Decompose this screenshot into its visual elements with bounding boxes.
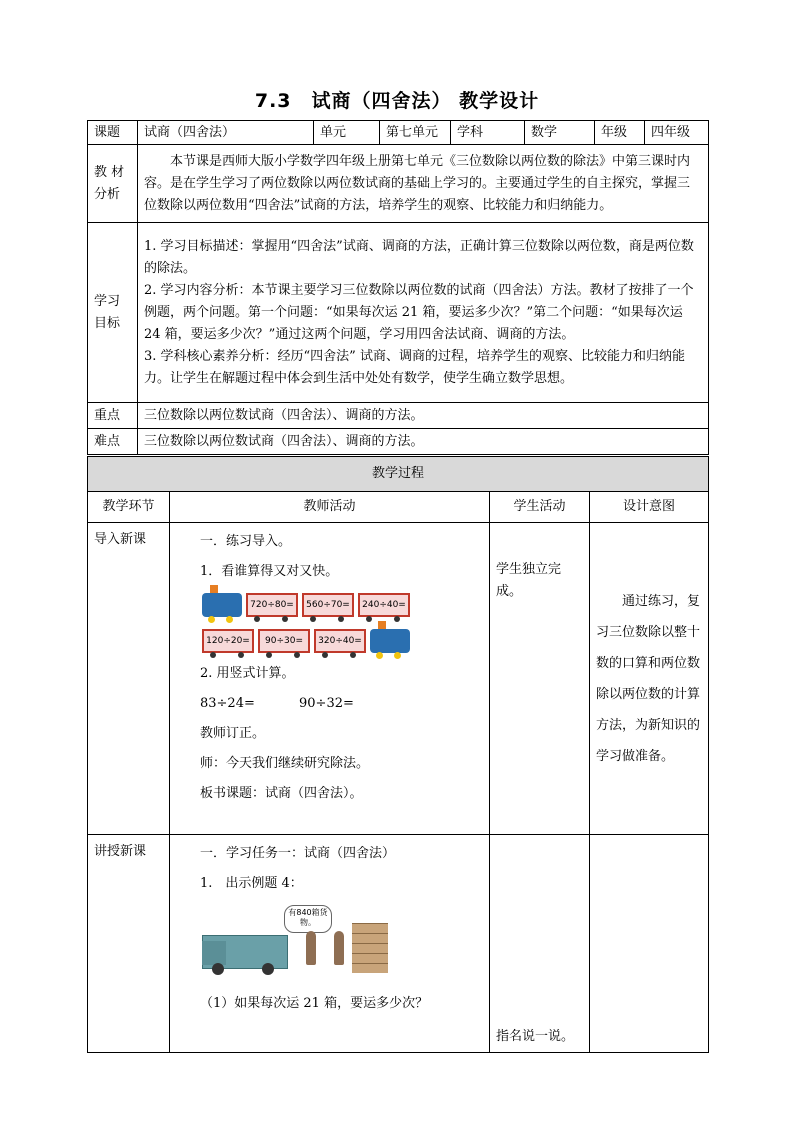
- col-teacher: 教师活动: [170, 492, 490, 523]
- train-car: 560÷70=: [302, 593, 354, 617]
- train-car: 240÷40=: [358, 593, 410, 617]
- intro-line3: 2. 用竖式计算。: [200, 666, 295, 681]
- train-row-2: [202, 629, 483, 653]
- subject-value: 数学: [525, 121, 595, 145]
- info-table: [87, 120, 709, 455]
- intro-line5: 师：今天我们继续研究除法。: [200, 756, 370, 771]
- train-car: 90÷30=: [258, 629, 310, 653]
- intro-line2: 1．看谁算得又对又快。: [200, 564, 339, 579]
- intro-student: 学生独立完成。: [490, 523, 590, 835]
- difficulty-label: 难点: [88, 429, 138, 455]
- train-car: 320÷40=: [314, 629, 366, 653]
- goals-p1: 1. 学习目标描述：掌握用“四舍法”试商、调商的方法，正确计算三位数除以两位数，商是两位数的除法。: [144, 238, 694, 276]
- grade-label: 年级: [595, 121, 645, 145]
- intro-intent: 通过练习，复习三位数除以整十数的口算和两位数除以两位数的计算方法，为新知识的学习做准备。: [596, 593, 701, 764]
- process-header: 教学过程: [88, 457, 709, 492]
- unit-label: 单元: [314, 121, 380, 145]
- train-row-1: [202, 593, 483, 617]
- wheel-icon: [262, 963, 274, 975]
- calc-1: 83÷24=: [200, 696, 255, 711]
- goals-label: 学习目标: [88, 223, 138, 403]
- col-student: 学生活动: [490, 492, 590, 523]
- subject-label: 学科: [451, 121, 525, 145]
- worker-icon: [306, 931, 316, 965]
- key-label: 重点: [88, 403, 138, 429]
- train-car: 720÷80=: [246, 593, 298, 617]
- calc-2: 90÷32=: [299, 696, 354, 711]
- newlesson-line2: 1. 出示例题 4：: [200, 876, 303, 891]
- truck-cab: [202, 941, 226, 965]
- speech-bubble: 有840箱货物。: [284, 905, 332, 933]
- train-car: 120÷20=: [202, 629, 254, 653]
- train-engine-icon: [370, 629, 410, 653]
- difficulty-text: 三位数除以两位数试商（四舍法）、调商的方法。: [138, 429, 709, 455]
- unit-value: 第七单元: [380, 121, 451, 145]
- intro-stage: 导入新课: [88, 523, 170, 835]
- col-intent: 设计意图: [590, 492, 709, 523]
- train-engine-icon: [202, 593, 242, 617]
- newlesson-stage: 讲授新课: [88, 835, 170, 1053]
- truck-illustration: [202, 905, 392, 983]
- worker-icon: [334, 931, 344, 965]
- goals-p2: 2. 学习内容分析：本节课主要学习三位数除以两位数的试商（四舍法）方法。教材了按排了一个例题，两个问题。第一个问题：“如果每次运 21 箱，要运多少次？”第二个问题：“如果每次运 24 箱，要运多少次？”通过这两个问题，学习用四舍法试商、调商的方法。: [144, 282, 694, 342]
- grade-value: 四年级: [645, 121, 709, 145]
- wheel-icon: [212, 963, 224, 975]
- topic-label: 课题: [88, 121, 138, 145]
- newlesson-intent: [590, 835, 709, 1053]
- intro-line6: 板书课题：试商（四舍法）。: [200, 786, 363, 801]
- intro-line4: 教师订正。: [200, 726, 266, 741]
- goals-p3: 3. 学科核心素养分析：经历“四舍法” 试商、调商的过程，培养学生的观察、比较能力和归纳能力。让学生在解题过程中体会到生活中处处有数学，使学生确立数学思想。: [144, 348, 685, 386]
- newlesson-line3: （1）如果每次运 21 箱，要运多少次？: [200, 996, 429, 1011]
- material-text: 本节课是西师大版小学数学四年级上册第七单元《三位数除以两位数的除法》中第三课时内容。是在学生学习了两位数除以两位数试商的基础上学习的。主要通过学生的自主探究，掌握三位数除以两位数用“四舍法”试商的方法，培养学生的观察、比较能力和归纳能力。: [144, 153, 691, 213]
- process-table: [87, 456, 709, 1053]
- page-title: 7.3 试商（四舍法） 教学设计: [254, 90, 540, 112]
- cargo-boxes: [352, 923, 388, 973]
- newlesson-line1: 一．学习任务一：试商（四舍法）: [200, 846, 396, 861]
- key-text: 三位数除以两位数试商（四舍法）、调商的方法。: [138, 403, 709, 429]
- topic-value: 试商（四舍法）: [138, 121, 314, 145]
- newlesson-student: 指名说一说。: [490, 835, 590, 1053]
- calc-row: [200, 689, 483, 719]
- material-label: 教 材分析: [88, 145, 138, 223]
- intro-line1: 一．练习导入。: [200, 534, 292, 549]
- col-stage: 教学环节: [88, 492, 170, 523]
